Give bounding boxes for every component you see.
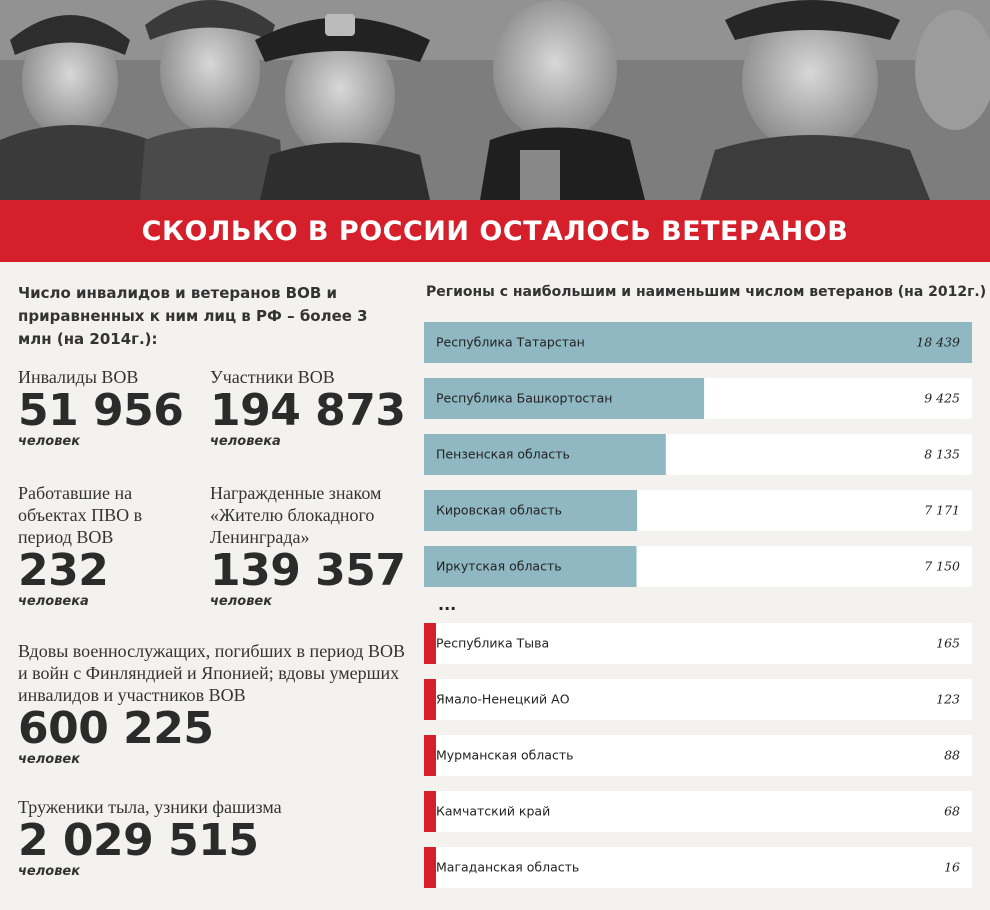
- bar-chart: [424, 318, 974, 888]
- stat-participants: [210, 366, 410, 449]
- stat-value: 600 225: [18, 703, 214, 754]
- stat-unit: человек: [18, 752, 81, 767]
- stat-home-front: [18, 796, 413, 879]
- intro-text: Число инвалидов и ветеранов ВОВ и приравненных к ним лиц в РФ – более 3 млн (на 2014г.):: [18, 284, 368, 348]
- stat-value: 51 956: [18, 385, 184, 436]
- bar-value-label: 7 171: [924, 502, 960, 518]
- page-title: СКОЛЬКО В РОССИИ ОСТАЛОСЬ ВЕТЕРАНОВ: [141, 215, 849, 247]
- bar-value-label: 68: [944, 803, 960, 819]
- stat-label: Инвалиды ВОВ: [18, 367, 139, 387]
- bar-category-label: Республика Татарстан: [436, 334, 585, 350]
- bar-value-label: 123: [936, 691, 960, 707]
- bar-value-label: 9 425: [924, 390, 960, 406]
- bar: [424, 623, 436, 664]
- bar-category-label: Мурманская область: [436, 747, 574, 763]
- bar-value-label: 18 439: [916, 334, 960, 350]
- bar: [424, 847, 436, 888]
- stat-unit: человек: [210, 594, 273, 609]
- bar-category-label: Республика Башкортостан: [436, 390, 613, 406]
- bar-category-label: Иркутская область: [436, 558, 562, 574]
- bar-value-label: 7 150: [924, 558, 960, 574]
- bar-value-label: 88: [944, 747, 960, 763]
- stat-label: Работавшие на объектах ПВО в период ВОВ: [18, 483, 143, 547]
- stat-invalids: [18, 366, 198, 449]
- bar-category-label: Ямало-Ненецкий АО: [436, 691, 570, 707]
- stat-label: Вдовы военнослужащих, погибших в период ВОВ и войн с Финляндией и Японией; вдовы умерших инвалидов и участников ВОВ: [18, 641, 405, 705]
- veterans-photo: [0, 0, 990, 200]
- bar: [424, 679, 436, 720]
- bar-category-label: Камчатский край: [436, 803, 551, 819]
- bar-category-label: Пензенская область: [436, 446, 570, 462]
- stat-widows: [18, 640, 413, 767]
- stat-unit: человек: [18, 864, 81, 879]
- stat-label: Труженики тыла, узники фашизма: [18, 797, 282, 817]
- ellipsis-separator: ...: [438, 595, 457, 614]
- bar-category-label: Кировская область: [436, 502, 563, 518]
- stat-blockade: [210, 482, 410, 609]
- bar-category-label: Республика Тыва: [436, 635, 550, 651]
- bar: [424, 791, 436, 832]
- header-photo: [0, 0, 990, 200]
- bar-value-label: 165: [936, 635, 960, 651]
- stat-value: 194 873: [210, 385, 406, 436]
- stat-label: Награжденные знаком «Жителю блокадного Ленинграда»: [210, 483, 382, 547]
- bar-category-label: Магаданская область: [436, 859, 580, 875]
- title-banner: [0, 200, 990, 262]
- stat-unit: человека: [210, 434, 281, 449]
- bar: [424, 735, 436, 776]
- bar-value-label: 8 135: [924, 446, 960, 462]
- chart-title: Регионы с наибольшим и наименьшим числом ветеранов (на 2012г.): [426, 284, 987, 300]
- stat-value: 139 357: [210, 545, 406, 596]
- bar-value-label: 16: [944, 859, 960, 875]
- stat-air-defense: [18, 482, 178, 609]
- stat-unit: человека: [18, 594, 89, 609]
- stat-label: Участники ВОВ: [210, 367, 335, 387]
- stat-value: 232: [18, 545, 109, 596]
- stat-value: 2 029 515: [18, 815, 259, 866]
- stat-unit: человек: [18, 434, 81, 449]
